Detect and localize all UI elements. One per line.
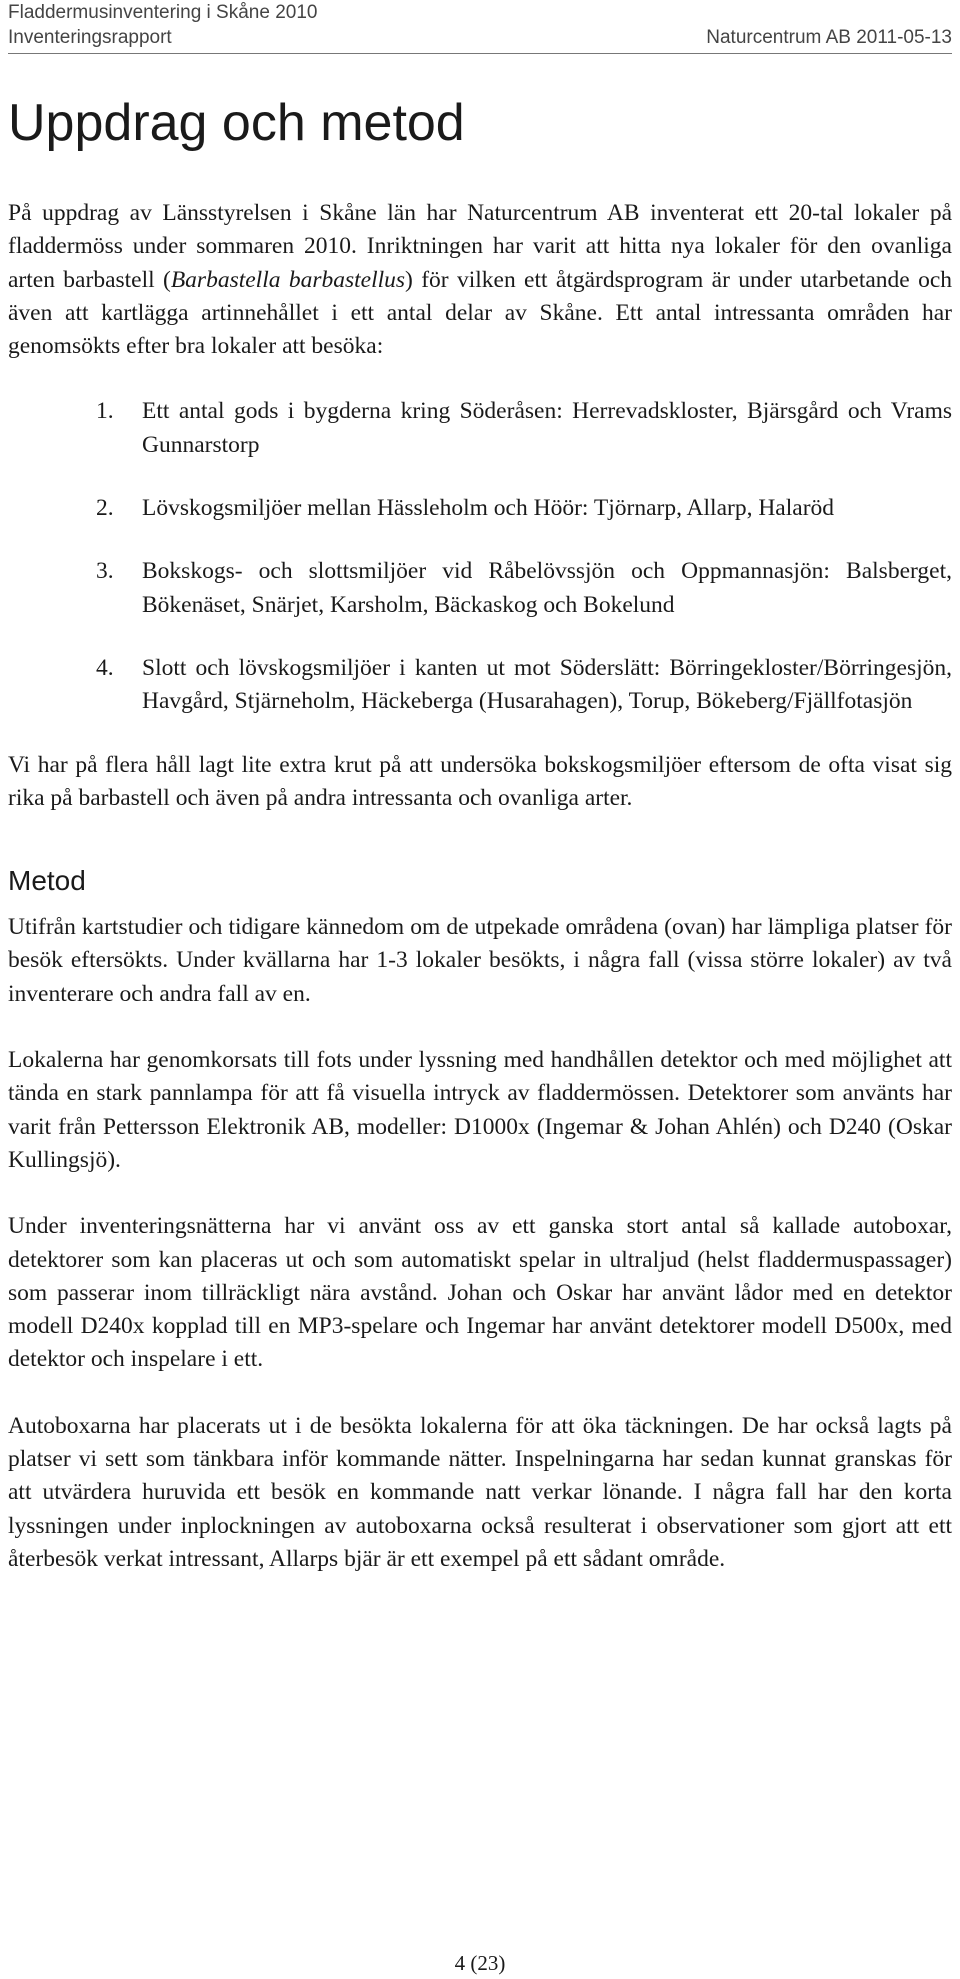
list-item-text: Lövskogsmiljöer mellan Hässleholm och Höör: Tjörnarp, Allarp, Halaröd bbox=[142, 495, 835, 522]
list-item-number: 3. bbox=[96, 558, 114, 585]
list-item bbox=[96, 395, 952, 462]
list-item bbox=[96, 652, 952, 719]
header-report: Inventeringsrapport bbox=[8, 27, 172, 48]
list-item bbox=[96, 555, 952, 622]
method-paragraph: Autoboxarna har placerats ut i de besökta lokalerna för att öka täckningen. De har också lagts på platser vi sett som tänkbara inför kommande nätter. Inspelningarna har sedan kunnat granskas för att utvärdera huruvida ett besök en kommande natt verkar lönande. I några fall har den korta lyssningen under inplockningen av autoboxarna också resulterat i observationer som gjort att ett återbesök verkat intressant, Allarps bjär är ett exempel på ett sådant område. bbox=[8, 1412, 952, 1572]
section-heading: Metod bbox=[8, 865, 86, 897]
header-divider bbox=[8, 53, 952, 54]
page-number: 4 (23) bbox=[454, 1951, 506, 1975]
header-title: Fladdermusinventering i Skåne 2010 bbox=[8, 2, 318, 23]
area-list bbox=[96, 395, 952, 718]
after-list-paragraph: Vi har på flera håll lagt lite extra krut på att undersöka bokskogsmiljöer eftersom de ofta visat sig rika på barbastell och även på andra intressanta och ovanliga arter. bbox=[8, 751, 952, 811]
document-body bbox=[8, 197, 952, 1609]
list-item-text: Slott och lövskogsmiljöer i kanten ut mot Söderslätt: Börringekloster/Börringesjön, Havgård, Stjärneholm, Häckeberga (Husarahagen), Torup, Bökeberg/Fjällfotasjön bbox=[142, 654, 952, 715]
list-item-text: Ett antal gods i bygderna kring Söderåsen: Herrevadskloster, Bjärsgård och Vrams Gunnarstorp bbox=[142, 398, 952, 458]
list-item-number: 2. bbox=[96, 495, 114, 522]
list-item-number: 1. bbox=[96, 398, 114, 425]
intro-paragraph: På uppdrag av Länsstyrelsen i Skåne län har Naturcentrum AB inventerat ett 20-tal lokaler på fladdermöss under sommaren 2010. Inriktningen har varit att hitta nya lokaler för den ovanliga arten barbastell (Barbastella barbastellus) för vilken ett åtgärdsprogram är under utarbetande och även att kartlägga artinnehållet i ett antal delar av Skåne. Ett antal intressanta områden har genomsökts efter bra lokaler att besöka: bbox=[8, 200, 952, 360]
method-paragraph: Under inventeringsnätterna har vi använt oss av ett ganska stort antal så kallade autoboxar, detektorer som kan placeras ut och som automatiskt spelar in ultraljud (helst fladdermuspassager) som passerar inom tillräckligt nära avstånd. Johan och Oskar har använt lådor med en detektor modell D240x kopplad till en MP3-spelare och Ingemar har använt detektorer modell D500x, med detektor och inspelare i ett. bbox=[8, 1213, 952, 1373]
list-item-text: Bokskogs- och slottsmiljöer vid Råbelövssjön och Oppmannasjön: Balsberget, Bökenäset, Snärjet, Karsholm, Bäckaskog och Bokelund bbox=[142, 558, 952, 618]
method-paragraph: Utifrån kartstudier och tidigare kännedom om de utpekade områdena (ovan) har lämpliga platser för besök eftersökts. Under kvällarna har 1-3 lokaler besökts, i några fall (vissa större lokaler) av två inventerare och andra fall av en. bbox=[8, 914, 952, 1007]
method-paragraph: Lokalerna har genomkorsats till fots under lyssning med handhållen detektor och med möjlighet att tända en stark pannlampa för att få visuella intryck av fladdermössen. Detektorer som använts har varit från Pettersson Elektronik AB, modeller: D1000x (Ingemar & Johan Ahlén) och D240 (Oskar Kullingsjö). bbox=[8, 1047, 952, 1173]
header-org-date: Naturcentrum AB 2011-05-13 bbox=[706, 27, 952, 48]
page-title: Uppdrag och metod bbox=[8, 94, 465, 152]
list-item-number: 4. bbox=[96, 654, 114, 681]
list-item bbox=[96, 492, 952, 525]
running-header bbox=[8, 0, 952, 50]
species-name: Barbastella barbastellus bbox=[170, 266, 406, 293]
